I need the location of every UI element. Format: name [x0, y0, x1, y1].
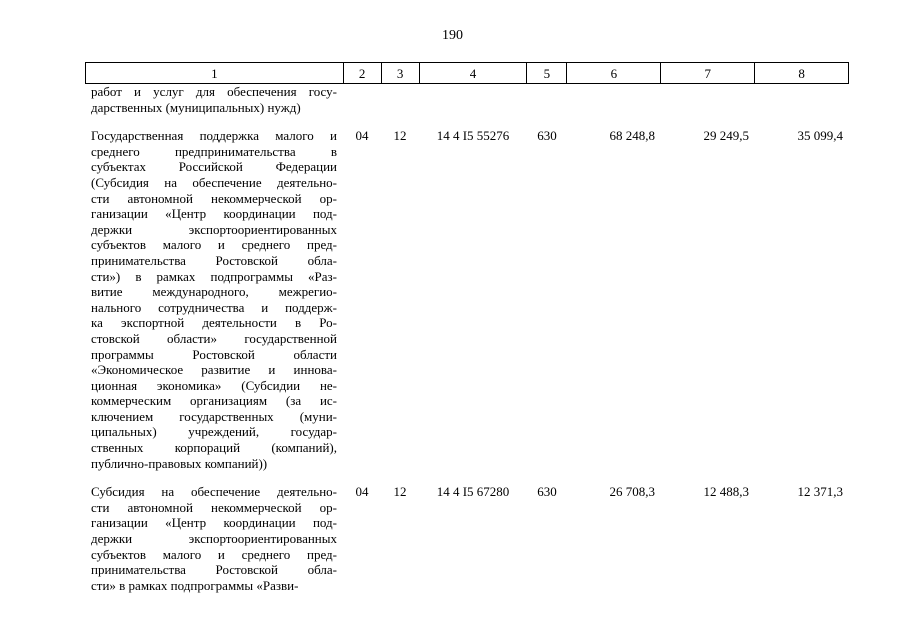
- header-col-1: 1: [86, 63, 344, 83]
- row-name-cell: [85, 128, 343, 471]
- row-name-line: ганизации «Центр координации под-: [91, 515, 337, 531]
- expense-type-cell: 630: [537, 484, 557, 500]
- row-name-line: ключением государственных (муни-: [91, 408, 337, 424]
- row-name-line: дарственных (муниципальных) нужд): [91, 99, 301, 115]
- table-body: [85, 84, 849, 593]
- row-name-line: ционная экономика» (Субсидии не-: [91, 377, 337, 393]
- total-amount-cell: 68 248,8: [609, 128, 655, 144]
- amount-col-7-cell: 12 488,3: [703, 484, 749, 500]
- row-name-line: сти автономной некоммерческой ор-: [91, 499, 337, 515]
- row-name-line: Государственная поддержка малого и: [91, 128, 337, 144]
- section-code-cell: [343, 84, 381, 115]
- amount-col-7-cell: 29 249,5: [703, 128, 749, 144]
- amount-col-8-cell: 12 371,3: [797, 484, 843, 500]
- row-name-line: стовской области» государственной: [91, 330, 337, 346]
- expense-type-cell: [527, 84, 567, 115]
- row-name-line: ка экспортной деятельности в Ро-: [91, 315, 337, 331]
- subsection-code-cell: 12: [393, 484, 407, 500]
- section-code-cell: 04: [355, 484, 369, 500]
- row-name-cell: [85, 484, 343, 593]
- row-name-line: сти» в рамках подпрограммы «Разви-: [91, 577, 299, 593]
- row-name-line: (Субсидия на обеспечение деятельно-: [91, 174, 337, 190]
- target-article-cell: 14 4 I5 67280: [436, 484, 510, 500]
- row-name-line: принимательства Ростовской обла-: [91, 562, 337, 578]
- header-col-4: 4: [420, 63, 528, 83]
- header-col-6: 6: [567, 63, 661, 83]
- section-code-cell: 04: [355, 128, 369, 144]
- row-name-line: коммерческим организациям (за ис-: [91, 393, 337, 409]
- row-name-line: ципальных) учреждений, государ-: [91, 424, 337, 440]
- table-header-row: [85, 62, 849, 84]
- row-name-line: витие международного, межрегио-: [91, 284, 337, 300]
- row-name-line: сти») в рамках подпрограммы «Раз-: [91, 268, 337, 284]
- page-number: 190: [442, 28, 463, 43]
- row-name-line: субъектов малого и среднего пред-: [91, 546, 337, 562]
- header-col-8: 8: [755, 63, 849, 83]
- header-col-5: 5: [527, 63, 567, 83]
- header-col-2: 2: [344, 63, 382, 83]
- row-name-line: ственных корпораций (компаний),: [91, 440, 337, 456]
- row-name-line: держки экспортоориентированных: [91, 221, 337, 237]
- table-row: [85, 484, 849, 593]
- header-col-7: 7: [661, 63, 755, 83]
- row-name-line: субъектов малого и среднего пред-: [91, 237, 337, 253]
- table-row: [85, 128, 849, 471]
- row-name-line: принимательства Ростовской обла-: [91, 252, 337, 268]
- row-name-line: Субсидия на обеспечение деятельно-: [91, 484, 337, 500]
- row-name-line: работ и услуг для обеспечения госу-: [91, 84, 337, 99]
- header-col-3: 3: [382, 63, 420, 83]
- row-name-cell: [85, 84, 343, 115]
- row-name-line: держки экспортоориентированных: [91, 531, 337, 547]
- row-name-line: публично-правовых компаний)): [91, 455, 268, 471]
- row-name-line: «Экономическое развитие и иннова-: [91, 362, 337, 378]
- budget-table: [85, 62, 849, 593]
- amount-col-8-cell: [755, 84, 849, 115]
- target-article-cell: [419, 84, 527, 115]
- expense-type-cell: 630: [537, 128, 557, 144]
- target-article-cell: 14 4 I5 55276: [436, 128, 510, 144]
- total-amount-cell: 26 708,3: [609, 484, 655, 500]
- subsection-code-cell: [381, 84, 419, 115]
- amount-col-8-cell: 35 099,4: [797, 128, 843, 144]
- subsection-code-cell: 12: [393, 128, 407, 144]
- row-name-line: ганизации «Центр координации под-: [91, 206, 337, 222]
- row-name-line: среднего предпринимательства в: [91, 143, 337, 159]
- total-amount-cell: [567, 84, 661, 115]
- row-name-line: нального сотрудничества и поддерж-: [91, 299, 337, 315]
- amount-col-7-cell: [661, 84, 755, 115]
- row-name-line: субъектах Российской Федерации: [91, 159, 337, 175]
- row-name-line: программы Ростовской области: [91, 346, 337, 362]
- table-row: [85, 84, 849, 115]
- row-name-line: сти автономной некоммерческой ор-: [91, 190, 337, 206]
